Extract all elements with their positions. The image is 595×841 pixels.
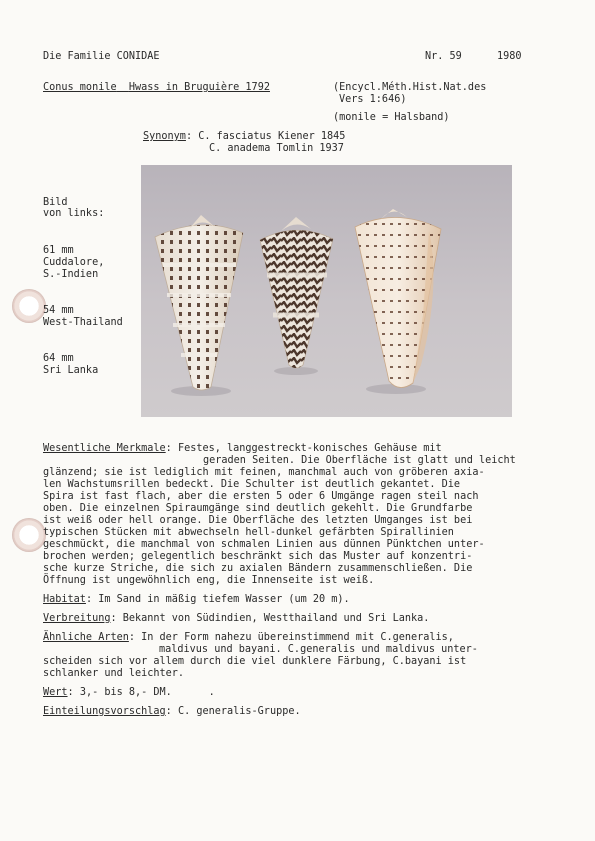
classification-text: : C. generalis-Gruppe. bbox=[165, 706, 301, 717]
description-first-line bbox=[43, 443, 442, 455]
habitat-text: : Im Sand in mäßig tiefem Wasser (um 20 m). bbox=[85, 594, 350, 605]
legend-size-1: 61 mm bbox=[43, 245, 74, 256]
classification-line bbox=[43, 706, 301, 718]
description-line: typischen Stücken mit abwechseln hell-dunkel gefärbten Spirallinien bbox=[43, 527, 454, 538]
description-line: oben. Die einzelnen Spiraumgänge sind deutlich gekehlt. Die Grundfarbe bbox=[43, 503, 473, 514]
legend-place-1a: Cuddalore, bbox=[43, 257, 105, 268]
legend-title-2: von links: bbox=[43, 208, 105, 219]
description-line: brochen werden; gelegentlich beschränkt sich das Muster auf konzentri- bbox=[43, 551, 473, 562]
shell-photograph bbox=[141, 165, 512, 417]
value-label: Wert bbox=[43, 687, 68, 698]
synonym-line-2: C. anadema Tomlin 1937 bbox=[209, 143, 344, 154]
shell-right bbox=[355, 209, 441, 388]
species-name-text: Conus monile bbox=[43, 82, 117, 93]
shell-middle bbox=[260, 217, 333, 368]
reference-line-2: Vers 1:646) bbox=[339, 94, 407, 105]
shell-left bbox=[155, 215, 243, 390]
description-line: geschmückt, die manchmal von schmalen Linien aus dünnen Pünktchen unter- bbox=[43, 539, 485, 550]
sheet-number: Nr. 59 bbox=[425, 51, 462, 62]
similar-first-line bbox=[43, 632, 454, 644]
description-line: glänzend; sie ist lediglich mit feinen, manchmal auch von gröberen axia- bbox=[43, 467, 485, 478]
punch-hole-bottom bbox=[12, 518, 46, 552]
description-line: ist weiß oder hell orange. Die Oberfläche des letzten Umganges ist bei bbox=[43, 515, 473, 526]
sheet-year: 1980 bbox=[497, 51, 522, 62]
description-line-0: : Festes, langgestreckt-konisches Gehäuse mit bbox=[165, 443, 442, 454]
description-label: Wesentliche Merkmale bbox=[43, 443, 166, 454]
legend-place-3a: Sri Lanka bbox=[43, 365, 99, 376]
description-line: geraden Seiten. Die Oberfläche ist glatt und leicht bbox=[203, 455, 516, 466]
species-author: Hwass in Bruguière 1792 bbox=[128, 82, 270, 93]
description-line: sche kurze Striche, die sich zu axialen Bändern zusammenschließen. Die bbox=[43, 563, 473, 574]
description-line: Spira ist fast flach, aber die ersten 5 oder 6 Umgänge ragen steil nach bbox=[43, 491, 479, 502]
similar-line: maldivus und bayani. C.generalis und maldivus unter- bbox=[159, 644, 478, 655]
description-line: Öffnung ist ungewöhnlich eng, die Innenseite ist weiß. bbox=[43, 575, 375, 586]
legend-place-1b: S.-Indien bbox=[43, 269, 99, 280]
habitat-line bbox=[43, 594, 350, 606]
synonym-line-1: : C. fasciatus Kiener 1845 bbox=[185, 131, 346, 142]
species-name bbox=[43, 82, 270, 94]
distribution-text: : Bekannt von Südindien, Westthailand und Sri Lanka. bbox=[110, 613, 430, 624]
legend-title-1: Bild bbox=[43, 197, 68, 208]
synonym-label: Synonym bbox=[143, 131, 186, 142]
description-line: len Wachstumsrillen bedeckt. Die Schulter ist deutlich gekantet. Die bbox=[43, 479, 461, 490]
value-text: : 3,- bis 8,- DM. . bbox=[67, 687, 215, 698]
similar-line: schlanker und leichter. bbox=[43, 668, 185, 679]
family-title: Die Familie CONIDAE bbox=[43, 51, 160, 62]
similar-line-0: : In der Form nahezu übereinstimmend mit C.generalis, bbox=[128, 632, 454, 643]
similar-label: Ähnliche Arten bbox=[43, 632, 129, 643]
similar-line: scheiden sich vor allem durch die viel dunklere Färbung, C.bayani ist bbox=[43, 656, 467, 667]
classification-label: Einteilungsvorschlag bbox=[43, 706, 166, 717]
distribution-line bbox=[43, 613, 429, 625]
etymology: (monile = Halsband) bbox=[333, 112, 450, 123]
legend-place-2a: West-Thailand bbox=[43, 317, 123, 328]
habitat-label: Habitat bbox=[43, 594, 86, 605]
legend-size-3: 64 mm bbox=[43, 353, 74, 364]
synonym-block bbox=[143, 131, 345, 143]
distribution-label: Verbreitung bbox=[43, 613, 111, 624]
reference-line-1: (Encycl.Méth.Hist.Nat.des bbox=[333, 82, 487, 93]
value-line bbox=[43, 687, 215, 699]
legend-size-2: 54 mm bbox=[43, 305, 74, 316]
punch-hole-top bbox=[12, 289, 46, 323]
shells-illustration bbox=[141, 165, 512, 417]
